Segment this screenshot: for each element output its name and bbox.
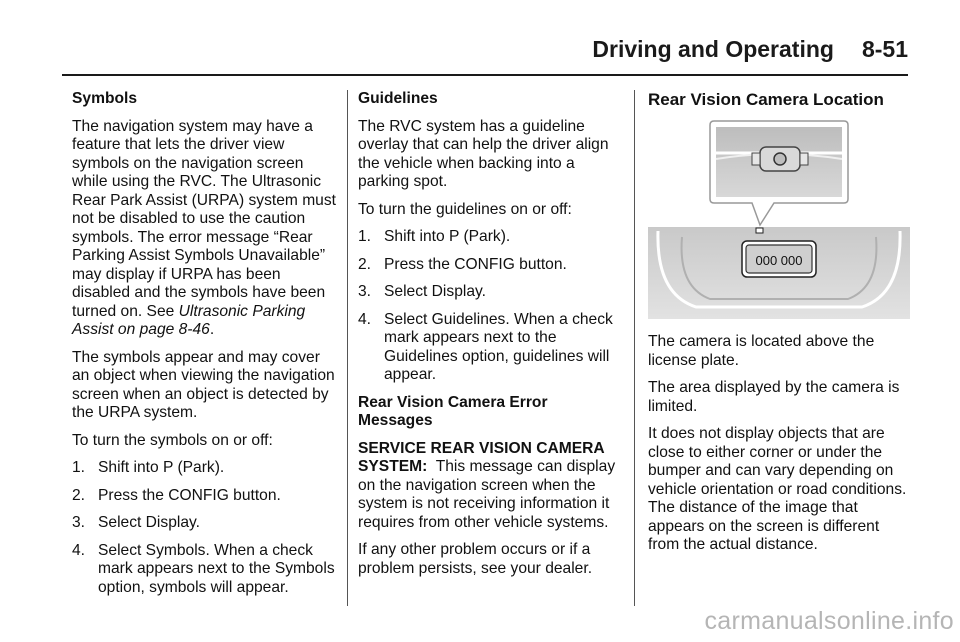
symbols-heading: Symbols	[72, 90, 137, 107]
error-message-paragraph	[358, 440, 624, 533]
guidelines-steps-list	[358, 228, 624, 385]
error-label: SERVICE REAR VISION CAMERA SYSTEM:	[358, 439, 605, 475]
middle-column	[358, 90, 624, 587]
list-item: 2. Press the CONFIG button.	[358, 255, 567, 273]
column-divider-2	[634, 90, 635, 606]
guidelines-toggle-instruction: To turn the guidelines on or off:	[358, 200, 572, 218]
camera-area-text: The area displayed by the camera is limited.	[648, 379, 900, 415]
symbols-steps-list	[72, 459, 340, 597]
column-divider-1	[347, 90, 348, 606]
watermark: carmanualsonline.info	[704, 607, 954, 635]
symbols-intro-paragraph	[72, 118, 340, 340]
camera-limitations-text: It does not display objects that are close to either corner or under the bumper and can vary depending on vehicle orientation or road conditions. The distance of the image that appears on the screen is different from the actual distance.	[648, 425, 907, 553]
dealer-paragraph: If any other problem occurs or if a problem persists, see your dealer.	[358, 541, 593, 577]
camera-marker	[756, 228, 763, 233]
list-item: 4. Select Guidelines. When a check mark appears next to the Guidelines option, guidelines will appear.	[358, 310, 613, 383]
camera-location-illustration	[648, 119, 910, 319]
symbols-cover-paragraph: The symbols appear and may cover an object when viewing the navigation screen when an object is detected by the URPA system.	[72, 348, 335, 421]
symbols-toggle-instruction: To turn the symbols on or off:	[72, 431, 273, 449]
list-item: 3. Select Display.	[72, 514, 200, 531]
camera-location-text: The camera is located above the license plate.	[648, 333, 875, 369]
plate-text: 000 000	[755, 253, 803, 268]
reference-period: .	[209, 321, 215, 338]
list-item: 1. Shift into P (Park).	[72, 459, 225, 476]
list-item: 1. Shift into P (Park).	[358, 228, 511, 245]
camera-location-title: Rear Vision Camera Location	[648, 90, 884, 109]
urpa-page-reference: Ultrasonic Parking Assist on page 8-46	[72, 302, 306, 338]
symbols-intro-text: The navigation system may have a feature that lets the driver view symbols on the navigation screen while using the RVC. The Ultrasonic Rear Park Assist (URPA) system must not be disabled to use the caution symbols. The error message “Rear Parking Assist Symbols Unavailable” may display if URPA has been disabled and the symbols have been turned on. See	[72, 117, 336, 320]
list-item: 4. Select Symbols. When a check mark appears next to the Symbols option, symbols will appear.	[72, 541, 335, 596]
error-description: This message can display on the navigation screen when the system is not receiving information it requires from other vehicle systems.	[358, 458, 616, 531]
section-title: Driving and Operating	[592, 36, 834, 62]
right-column	[648, 90, 912, 564]
error-messages-heading: Rear Vision Camera Error Messages	[358, 393, 548, 429]
camera-lens	[774, 153, 786, 165]
guidelines-intro: The RVC system has a guideline overlay that can help the driver align the vehicle when backing into a parking spot.	[358, 117, 609, 190]
header-rule	[62, 74, 908, 76]
list-item: 2. Press the CONFIG button.	[72, 486, 281, 504]
rear-bumper-diagram	[648, 119, 910, 319]
left-column	[72, 90, 340, 606]
page-header	[592, 36, 908, 63]
list-item: 3. Select Display.	[358, 283, 486, 300]
page-number: 8-51	[861, 36, 908, 62]
guidelines-heading: Guidelines	[358, 90, 438, 107]
